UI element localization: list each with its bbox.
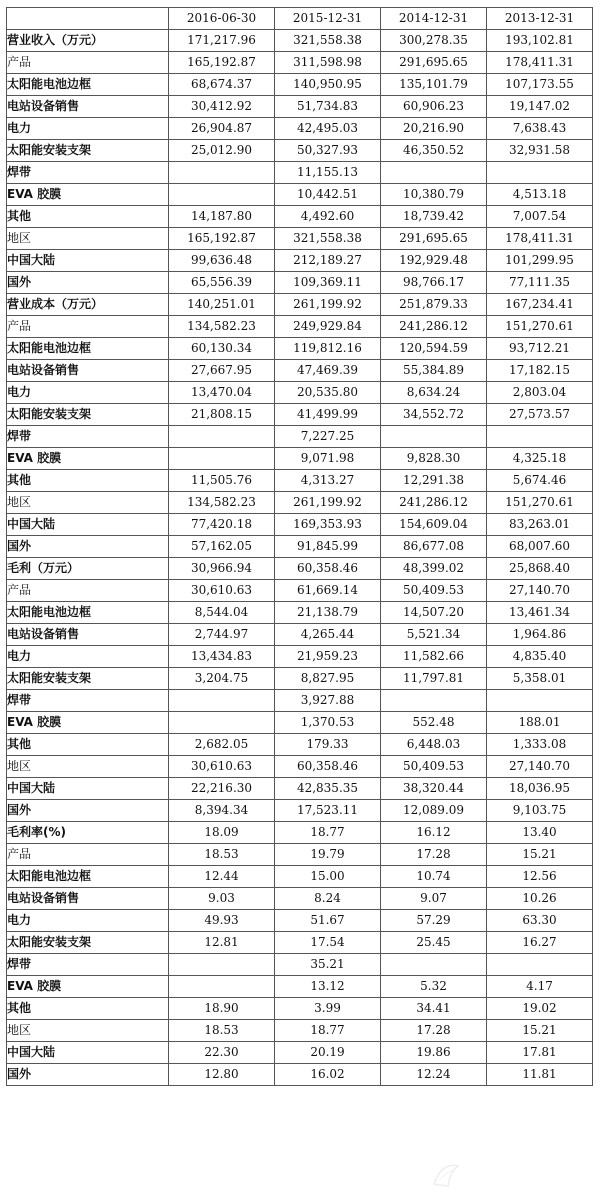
value-cell: 34.41 <box>381 998 487 1020</box>
value-cell: 17.81 <box>487 1042 593 1064</box>
value-cell: 151,270.61 <box>487 492 593 514</box>
table-row <box>7 162 593 184</box>
table-row <box>7 492 593 514</box>
value-cell: 12.80 <box>169 1064 275 1086</box>
table-row <box>7 74 593 96</box>
value-cell: 8,544.04 <box>169 602 275 624</box>
value-cell: 18.53 <box>169 844 275 866</box>
value-cell: 91,845.99 <box>275 536 381 558</box>
value-cell: 68,007.60 <box>487 536 593 558</box>
value-cell: 7,638.43 <box>487 118 593 140</box>
value-cell: 50,327.93 <box>275 140 381 162</box>
value-cell: 22,216.30 <box>169 778 275 800</box>
value-cell: 261,199.92 <box>275 294 381 316</box>
header-date-2014-12-31: 2014-12-31 <box>381 8 487 30</box>
value-cell: 60,906.23 <box>381 96 487 118</box>
value-cell: 154,609.04 <box>381 514 487 536</box>
value-cell: 167,234.41 <box>487 294 593 316</box>
table-row <box>7 118 593 140</box>
row-label: 中国大陆 <box>7 514 169 536</box>
header-date-2016-06-30: 2016-06-30 <box>169 8 275 30</box>
value-cell: 30,610.63 <box>169 580 275 602</box>
value-cell: 47,469.39 <box>275 360 381 382</box>
table-row <box>7 624 593 646</box>
value-cell: 165,192.87 <box>169 228 275 250</box>
table-row <box>7 250 593 272</box>
value-cell: 13.12 <box>275 976 381 998</box>
value-cell: 3,927.88 <box>275 690 381 712</box>
table-row <box>7 140 593 162</box>
value-cell: 63.30 <box>487 910 593 932</box>
value-cell: 15.21 <box>487 844 593 866</box>
row-label: 地区 <box>7 1020 169 1042</box>
table-row <box>7 910 593 932</box>
value-cell: 9.03 <box>169 888 275 910</box>
value-cell: 48,399.02 <box>381 558 487 580</box>
header-corner-cell <box>7 8 169 30</box>
row-label: 国外 <box>7 272 169 294</box>
row-label: 国外 <box>7 536 169 558</box>
value-cell: 140,950.95 <box>275 74 381 96</box>
row-label: 国外 <box>7 800 169 822</box>
value-cell: 10.74 <box>381 866 487 888</box>
value-cell: 93,712.21 <box>487 338 593 360</box>
value-cell: 321,558.38 <box>275 30 381 52</box>
value-cell: 20,216.90 <box>381 118 487 140</box>
value-cell: 61,669.14 <box>275 580 381 602</box>
value-cell: 60,130.34 <box>169 338 275 360</box>
value-cell <box>487 954 593 976</box>
value-cell: 18,036.95 <box>487 778 593 800</box>
row-label: 其他 <box>7 998 169 1020</box>
table-row <box>7 800 593 822</box>
value-cell: 7,007.54 <box>487 206 593 228</box>
value-cell: 178,411.31 <box>487 228 593 250</box>
table-row <box>7 404 593 426</box>
value-cell: 34,552.72 <box>381 404 487 426</box>
row-label: EVA 胶膜 <box>7 448 169 470</box>
value-cell: 27,140.70 <box>487 580 593 602</box>
row-label: 焊带 <box>7 690 169 712</box>
value-cell: 49.93 <box>169 910 275 932</box>
row-label: 毛利率(%) <box>7 822 169 844</box>
value-cell: 18,739.42 <box>381 206 487 228</box>
value-cell: 7,227.25 <box>275 426 381 448</box>
value-cell: 134,582.23 <box>169 316 275 338</box>
value-cell: 25,868.40 <box>487 558 593 580</box>
value-cell: 5,674.46 <box>487 470 593 492</box>
value-cell <box>381 954 487 976</box>
table-row <box>7 712 593 734</box>
table-row <box>7 690 593 712</box>
row-label: 焊带 <box>7 426 169 448</box>
row-label: 产品 <box>7 844 169 866</box>
value-cell: 10,442.51 <box>275 184 381 206</box>
table-row <box>7 470 593 492</box>
value-cell: 179.33 <box>275 734 381 756</box>
value-cell <box>169 162 275 184</box>
row-label: 太阳能电池边框 <box>7 866 169 888</box>
value-cell: 38,320.44 <box>381 778 487 800</box>
value-cell: 3.99 <box>275 998 381 1020</box>
row-label: 太阳能安装支架 <box>7 404 169 426</box>
value-cell: 4.17 <box>487 976 593 998</box>
value-cell: 261,199.92 <box>275 492 381 514</box>
value-cell: 20.19 <box>275 1042 381 1064</box>
table-row <box>7 272 593 294</box>
value-cell: 50,409.53 <box>381 580 487 602</box>
table-row <box>7 206 593 228</box>
row-label: EVA 胶膜 <box>7 976 169 998</box>
value-cell: 14,507.20 <box>381 602 487 624</box>
table-row <box>7 30 593 52</box>
table-row <box>7 448 593 470</box>
value-cell: 14,187.80 <box>169 206 275 228</box>
value-cell <box>381 690 487 712</box>
value-cell: 165,192.87 <box>169 52 275 74</box>
value-cell: 4,265.44 <box>275 624 381 646</box>
financial-table <box>6 7 593 1086</box>
table-row <box>7 844 593 866</box>
value-cell: 17.28 <box>381 844 487 866</box>
value-cell: 86,677.08 <box>381 536 487 558</box>
value-cell: 9,103.75 <box>487 800 593 822</box>
value-cell: 68,674.37 <box>169 74 275 96</box>
value-cell: 18.77 <box>275 822 381 844</box>
value-cell: 19,147.02 <box>487 96 593 118</box>
value-cell: 3,204.75 <box>169 668 275 690</box>
value-cell: 35.21 <box>275 954 381 976</box>
value-cell: 4,835.40 <box>487 646 593 668</box>
table-row <box>7 954 593 976</box>
value-cell: 55,384.89 <box>381 360 487 382</box>
value-cell: 9,071.98 <box>275 448 381 470</box>
value-cell: 42,835.35 <box>275 778 381 800</box>
value-cell: 251,879.33 <box>381 294 487 316</box>
row-label: 产品 <box>7 580 169 602</box>
value-cell <box>169 954 275 976</box>
value-cell: 12.81 <box>169 932 275 954</box>
value-cell: 21,808.15 <box>169 404 275 426</box>
value-cell: 16.27 <box>487 932 593 954</box>
row-label: 国外 <box>7 1064 169 1086</box>
value-cell: 552.48 <box>381 712 487 734</box>
value-cell: 21,138.79 <box>275 602 381 624</box>
row-label: 电站设备销售 <box>7 888 169 910</box>
table-row <box>7 822 593 844</box>
value-cell: 60,358.46 <box>275 558 381 580</box>
value-cell <box>487 426 593 448</box>
row-label: EVA 胶膜 <box>7 712 169 734</box>
row-label: 太阳能安装支架 <box>7 932 169 954</box>
table-row <box>7 426 593 448</box>
value-cell: 25,012.90 <box>169 140 275 162</box>
row-label: 太阳能电池边框 <box>7 338 169 360</box>
table-header <box>7 8 593 30</box>
row-label: 中国大陆 <box>7 778 169 800</box>
row-label: 太阳能电池边框 <box>7 74 169 96</box>
value-cell: 32,931.58 <box>487 140 593 162</box>
value-cell: 11,505.76 <box>169 470 275 492</box>
value-cell <box>169 184 275 206</box>
value-cell: 60,358.46 <box>275 756 381 778</box>
row-label: 电力 <box>7 118 169 140</box>
row-label: 毛利（万元） <box>7 558 169 580</box>
value-cell <box>487 690 593 712</box>
value-cell: 291,695.65 <box>381 52 487 74</box>
table-row <box>7 998 593 1020</box>
row-label: 营业收入（万元） <box>7 30 169 52</box>
value-cell: 300,278.35 <box>381 30 487 52</box>
value-cell: 11.81 <box>487 1064 593 1086</box>
table-row <box>7 932 593 954</box>
value-cell: 19.02 <box>487 998 593 1020</box>
value-cell: 5,358.01 <box>487 668 593 690</box>
value-cell: 20,535.80 <box>275 382 381 404</box>
table-row <box>7 866 593 888</box>
value-cell: 321,558.38 <box>275 228 381 250</box>
row-label: EVA 胶膜 <box>7 184 169 206</box>
value-cell: 27,667.95 <box>169 360 275 382</box>
value-cell: 212,189.27 <box>275 250 381 272</box>
table-row <box>7 514 593 536</box>
value-cell: 4,313.27 <box>275 470 381 492</box>
value-cell: 22.30 <box>169 1042 275 1064</box>
row-label: 营业成本（万元） <box>7 294 169 316</box>
value-cell: 99,636.48 <box>169 250 275 272</box>
value-cell: 2,803.04 <box>487 382 593 404</box>
value-cell: 51,734.83 <box>275 96 381 118</box>
value-cell: 12.56 <box>487 866 593 888</box>
value-cell: 19.86 <box>381 1042 487 1064</box>
row-label: 其他 <box>7 206 169 228</box>
table-row <box>7 558 593 580</box>
value-cell: 101,299.95 <box>487 250 593 272</box>
value-cell: 10.26 <box>487 888 593 910</box>
value-cell: 9,828.30 <box>381 448 487 470</box>
row-label: 产品 <box>7 316 169 338</box>
value-cell: 77,420.18 <box>169 514 275 536</box>
table-row <box>7 976 593 998</box>
row-label: 太阳能安装支架 <box>7 140 169 162</box>
value-cell: 12,291.38 <box>381 470 487 492</box>
value-cell: 119,812.16 <box>275 338 381 360</box>
table-row <box>7 668 593 690</box>
value-cell: 98,766.17 <box>381 272 487 294</box>
value-cell: 17.54 <box>275 932 381 954</box>
value-cell: 11,155.13 <box>275 162 381 184</box>
table-row <box>7 316 593 338</box>
table-row <box>7 580 593 602</box>
value-cell: 1,370.53 <box>275 712 381 734</box>
value-cell: 77,111.35 <box>487 272 593 294</box>
value-cell: 18.53 <box>169 1020 275 1042</box>
value-cell: 42,495.03 <box>275 118 381 140</box>
value-cell: 188.01 <box>487 712 593 734</box>
value-cell: 169,353.93 <box>275 514 381 536</box>
table-row <box>7 646 593 668</box>
value-cell: 2,682.05 <box>169 734 275 756</box>
table-row <box>7 382 593 404</box>
value-cell <box>381 162 487 184</box>
table-row <box>7 228 593 250</box>
value-cell: 30,966.94 <box>169 558 275 580</box>
row-label: 太阳能电池边框 <box>7 602 169 624</box>
value-cell: 241,286.12 <box>381 316 487 338</box>
value-cell: 57,162.05 <box>169 536 275 558</box>
value-cell <box>169 712 275 734</box>
value-cell: 41,499.99 <box>275 404 381 426</box>
value-cell <box>381 426 487 448</box>
row-label: 电力 <box>7 382 169 404</box>
value-cell: 83,263.01 <box>487 514 593 536</box>
row-label: 中国大陆 <box>7 1042 169 1064</box>
value-cell: 1,964.86 <box>487 624 593 646</box>
value-cell: 120,594.59 <box>381 338 487 360</box>
row-label: 电站设备销售 <box>7 624 169 646</box>
table-row <box>7 360 593 382</box>
row-label: 焊带 <box>7 162 169 184</box>
value-cell: 65,556.39 <box>169 272 275 294</box>
table-row <box>7 602 593 624</box>
value-cell: 12.44 <box>169 866 275 888</box>
value-cell: 16.02 <box>275 1064 381 1086</box>
header-date-2015-12-31: 2015-12-31 <box>275 8 381 30</box>
value-cell: 46,350.52 <box>381 140 487 162</box>
table-row <box>7 184 593 206</box>
table-row <box>7 888 593 910</box>
value-cell: 140,251.01 <box>169 294 275 316</box>
row-label: 电站设备销售 <box>7 360 169 382</box>
value-cell <box>169 448 275 470</box>
value-cell: 1,333.08 <box>487 734 593 756</box>
row-label: 其他 <box>7 470 169 492</box>
row-label: 电站设备销售 <box>7 96 169 118</box>
value-cell: 13,434.83 <box>169 646 275 668</box>
value-cell: 10,380.79 <box>381 184 487 206</box>
value-cell: 30,412.92 <box>169 96 275 118</box>
table-row <box>7 1042 593 1064</box>
value-cell: 8.24 <box>275 888 381 910</box>
value-cell: 27,140.70 <box>487 756 593 778</box>
value-cell: 30,610.63 <box>169 756 275 778</box>
value-cell: 57.29 <box>381 910 487 932</box>
value-cell: 135,101.79 <box>381 74 487 96</box>
value-cell: 26,904.87 <box>169 118 275 140</box>
row-label: 地区 <box>7 756 169 778</box>
value-cell: 2,744.97 <box>169 624 275 646</box>
table-row <box>7 1020 593 1042</box>
value-cell: 50,409.53 <box>381 756 487 778</box>
table-row <box>7 756 593 778</box>
value-cell: 13,470.04 <box>169 382 275 404</box>
value-cell: 13.40 <box>487 822 593 844</box>
value-cell: 51.67 <box>275 910 381 932</box>
value-cell <box>487 162 593 184</box>
value-cell: 8,634.24 <box>381 382 487 404</box>
value-cell <box>169 426 275 448</box>
table-row <box>7 96 593 118</box>
value-cell: 15.00 <box>275 866 381 888</box>
row-label: 电力 <box>7 910 169 932</box>
value-cell: 18.77 <box>275 1020 381 1042</box>
value-cell: 241,286.12 <box>381 492 487 514</box>
value-cell: 8,394.34 <box>169 800 275 822</box>
value-cell: 11,582.66 <box>381 646 487 668</box>
value-cell: 192,929.48 <box>381 250 487 272</box>
value-cell: 17.28 <box>381 1020 487 1042</box>
row-label: 中国大陆 <box>7 250 169 272</box>
table-row <box>7 338 593 360</box>
value-cell: 25.45 <box>381 932 487 954</box>
row-label: 电力 <box>7 646 169 668</box>
value-cell: 15.21 <box>487 1020 593 1042</box>
header-date-2013-12-31: 2013-12-31 <box>487 8 593 30</box>
table-row <box>7 536 593 558</box>
value-cell: 311,598.98 <box>275 52 381 74</box>
row-label: 产品 <box>7 52 169 74</box>
watermark-logo-icon <box>428 1158 464 1190</box>
value-cell: 178,411.31 <box>487 52 593 74</box>
value-cell: 17,182.15 <box>487 360 593 382</box>
value-cell: 249,929.84 <box>275 316 381 338</box>
value-cell: 11,797.81 <box>381 668 487 690</box>
table-row <box>7 1064 593 1086</box>
value-cell: 18.90 <box>169 998 275 1020</box>
value-cell: 291,695.65 <box>381 228 487 250</box>
value-cell: 4,325.18 <box>487 448 593 470</box>
value-cell: 5.32 <box>381 976 487 998</box>
row-label: 太阳能安装支架 <box>7 668 169 690</box>
value-cell: 12,089.09 <box>381 800 487 822</box>
value-cell: 109,369.11 <box>275 272 381 294</box>
value-cell: 171,217.96 <box>169 30 275 52</box>
value-cell: 4,513.18 <box>487 184 593 206</box>
table-row <box>7 734 593 756</box>
row-label: 地区 <box>7 228 169 250</box>
value-cell: 17,523.11 <box>275 800 381 822</box>
value-cell: 19.79 <box>275 844 381 866</box>
value-cell <box>169 976 275 998</box>
value-cell: 5,521.34 <box>381 624 487 646</box>
value-cell: 6,448.03 <box>381 734 487 756</box>
value-cell: 9.07 <box>381 888 487 910</box>
value-cell: 16.12 <box>381 822 487 844</box>
value-cell: 12.24 <box>381 1064 487 1086</box>
value-cell <box>169 690 275 712</box>
value-cell: 107,173.55 <box>487 74 593 96</box>
value-cell: 18.09 <box>169 822 275 844</box>
row-label: 其他 <box>7 734 169 756</box>
table-row <box>7 778 593 800</box>
value-cell: 4,492.60 <box>275 206 381 228</box>
value-cell: 13,461.34 <box>487 602 593 624</box>
value-cell: 27,573.57 <box>487 404 593 426</box>
table-row <box>7 294 593 316</box>
value-cell: 21,959.23 <box>275 646 381 668</box>
value-cell: 134,582.23 <box>169 492 275 514</box>
value-cell: 151,270.61 <box>487 316 593 338</box>
table-body <box>7 30 593 1086</box>
table-row <box>7 52 593 74</box>
row-label: 焊带 <box>7 954 169 976</box>
value-cell: 193,102.81 <box>487 30 593 52</box>
header-row <box>7 8 593 30</box>
value-cell: 8,827.95 <box>275 668 381 690</box>
row-label: 地区 <box>7 492 169 514</box>
